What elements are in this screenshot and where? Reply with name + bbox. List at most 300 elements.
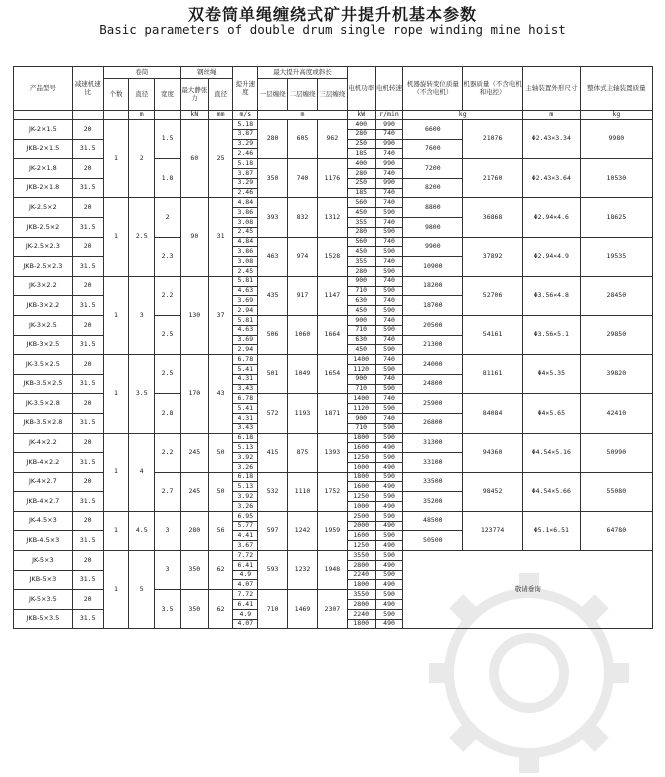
header-motor-power: 电机功率 — [347, 67, 375, 111]
model-jk — [14, 355, 73, 375]
machine-mass-value: 98452 — [463, 472, 523, 511]
model-jk — [14, 590, 73, 610]
ratio-value: 31.5 — [72, 139, 103, 159]
drum-width-value: 2.3 — [155, 237, 181, 276]
rot-mass-value: 24000 — [403, 355, 463, 375]
speed-value: 7.72 — [233, 590, 258, 600]
model-name: JKB-4×2.7 — [26, 496, 60, 505]
speed-value: 4.41 — [233, 531, 258, 541]
unit-lift-height: m — [258, 111, 348, 120]
model-jkb — [14, 492, 73, 512]
ratio-value: 20 — [72, 472, 103, 492]
machine-mass-value: 36868 — [463, 198, 523, 237]
model-jk — [14, 511, 73, 531]
model-name: JK-3.5×2.5 — [25, 359, 60, 368]
lift-layer3-value: 1959 — [317, 511, 347, 550]
model-jk — [14, 120, 73, 140]
drum-width-value: 1.8 — [155, 159, 181, 198]
ratio-value: 31.5 — [72, 609, 103, 629]
unit-motor-power: kW — [347, 111, 375, 120]
motor-power-value: 1250 — [347, 492, 375, 502]
lift-layer2-value: 1110 — [288, 472, 318, 511]
machine-mass-value: 21760 — [463, 159, 523, 198]
speed-value: 2.94 — [233, 345, 258, 355]
model-jkb — [14, 257, 73, 277]
rot-mass-value: 8200 — [403, 178, 463, 198]
motor-speed-value: 590 — [375, 247, 403, 257]
rot-mass-value: 18700 — [403, 296, 463, 316]
speed-value: 4.31 — [233, 374, 258, 384]
motor-power-value: 185 — [347, 149, 375, 159]
lift-layer2-value: 917 — [288, 276, 318, 315]
rot-mass-value: 6600 — [403, 120, 463, 140]
rope-diameter-value: 37 — [208, 276, 233, 354]
drum-width-value: 2.8 — [155, 394, 181, 433]
header-layer1: 一层缠绕 — [258, 79, 288, 111]
unit-mass-value: 55080 — [580, 472, 652, 511]
motor-speed-value: 740 — [375, 237, 403, 247]
unit-mass-value: 64780 — [580, 511, 652, 550]
motor-power-value: 280 — [347, 129, 375, 139]
motor-power-value: 630 — [347, 335, 375, 345]
header-lift-height: 最大提升高度或斜长 — [258, 67, 348, 79]
ratio-value: 20 — [72, 315, 103, 335]
speed-value: 3.86 — [233, 208, 258, 218]
unit-mass-value: 29850 — [580, 315, 652, 354]
model-jk — [14, 551, 73, 571]
speed-value: 3.87 — [233, 129, 258, 139]
rope-static-value: 245 — [180, 433, 208, 472]
motor-power-value: 1600 — [347, 482, 375, 492]
model-name: JKB-2×1.8 — [26, 183, 60, 192]
rot-mass-value: 9900 — [403, 237, 463, 257]
motor-speed-value: 590 — [375, 570, 403, 580]
motor-power-value: 710 — [347, 384, 375, 394]
motor-speed-value: 740 — [375, 394, 403, 404]
unit-mass: kg — [403, 111, 523, 120]
lift-layer2-value: 875 — [288, 433, 318, 472]
drum-width-value: 2.7 — [155, 472, 181, 511]
motor-power-value: 280 — [347, 266, 375, 276]
speed-value: 3.92 — [233, 453, 258, 463]
lift-layer2-value: 1232 — [288, 551, 318, 590]
speed-value: 6.41 — [233, 560, 258, 570]
lift-layer3-value: 1312 — [317, 198, 347, 237]
speed-value: 6.95 — [233, 511, 258, 521]
model-name: JK-4×2.7 — [28, 477, 57, 486]
motor-power-value: 1000 — [347, 502, 375, 512]
motor-power-value: 250 — [347, 178, 375, 188]
unit-shaft-dims: m — [522, 111, 580, 120]
motor-power-value: 1800 — [347, 433, 375, 443]
speed-value: 4.84 — [233, 198, 258, 208]
table-row — [14, 511, 653, 521]
drum-width-value: 3 — [155, 551, 181, 590]
model-name: JKB-2.5×2 — [26, 222, 60, 231]
rot-mass-value: 8800 — [403, 198, 463, 218]
speed-value: 3.08 — [233, 257, 258, 267]
drum-diameter-value: 3.5 — [129, 355, 155, 433]
model-name: JKB-3×2.2 — [26, 300, 60, 309]
speed-value: 3.69 — [233, 335, 258, 345]
rot-mass-value: 33500 — [403, 472, 463, 492]
motor-power-value: 2500 — [347, 511, 375, 521]
lift-layer1-value: 393 — [258, 198, 288, 237]
drum-count-value: 1 — [103, 355, 129, 433]
speed-value: 6.41 — [233, 600, 258, 610]
lift-layer2-value: 1060 — [288, 315, 318, 354]
drum-width-value: 3 — [155, 511, 181, 550]
motor-speed-value: 990 — [375, 139, 403, 149]
model-jkb — [14, 335, 73, 355]
motor-power-value: 710 — [347, 423, 375, 433]
unit-unit-mass: kg — [580, 111, 652, 120]
unit-cell — [72, 111, 103, 120]
drum-width-value: 2.5 — [155, 355, 181, 394]
motor-power-value: 1600 — [347, 531, 375, 541]
motor-power-value: 450 — [347, 208, 375, 218]
rot-mass-value: 31300 — [403, 433, 463, 453]
rope-diameter-value: 62 — [208, 551, 233, 590]
rope-diameter-value: 62 — [208, 590, 233, 629]
rope-diameter-value: 31 — [208, 198, 233, 276]
ratio-value: 31.5 — [72, 453, 103, 473]
table-row — [14, 433, 653, 443]
unit-rope-diameter: mm — [208, 111, 233, 120]
unit-mass-value: 9980 — [580, 120, 652, 159]
rope-diameter-value: 25 — [208, 120, 233, 198]
motor-speed-value: 590 — [375, 472, 403, 482]
motor-speed-value: 990 — [375, 159, 403, 169]
motor-power-value: 1800 — [347, 580, 375, 590]
speed-value: 3.92 — [233, 492, 258, 502]
motor-speed-value: 490 — [375, 541, 403, 551]
motor-power-value: 560 — [347, 237, 375, 247]
motor-power-value: 1400 — [347, 355, 375, 365]
motor-power-value: 450 — [347, 306, 375, 316]
unit-mass-value: 50990 — [580, 433, 652, 472]
drum-count-value: 1 — [103, 511, 129, 550]
motor-speed-value: 490 — [375, 482, 403, 492]
model-name: JK-2×1.8 — [28, 163, 57, 172]
shaft-dims-value: Φ2.94×4.9 — [522, 237, 580, 276]
motor-power-value: 2240 — [347, 570, 375, 580]
lift-layer1-value: 280 — [258, 120, 288, 159]
lift-layer1-value: 415 — [258, 433, 288, 472]
lift-layer3-value: 1871 — [317, 394, 347, 433]
motor-speed-value: 990 — [375, 120, 403, 130]
rot-mass-value: 25900 — [403, 394, 463, 414]
motor-speed-value: 590 — [375, 590, 403, 600]
lift-layer1-value: 572 — [258, 394, 288, 433]
header-rope: 钢丝绳 — [180, 67, 233, 79]
rot-mass-value: 48500 — [403, 511, 463, 531]
table-row — [14, 551, 653, 561]
speed-value: 5.13 — [233, 482, 258, 492]
lift-layer2-value: 1242 — [288, 511, 318, 550]
speed-value: 3.26 — [233, 462, 258, 472]
motor-speed-value: 740 — [375, 335, 403, 345]
rot-mass-value: 10900 — [403, 257, 463, 277]
page-subtitle: Basic parameters of double drum single rope winding mine hoist — [99, 22, 566, 37]
motor-power-value: 1250 — [347, 541, 375, 551]
model-name: JK-3.5×2.8 — [25, 398, 60, 407]
lift-layer2-value: 1469 — [288, 590, 318, 629]
rot-mass-value: 7200 — [403, 159, 463, 179]
ratio-value: 20 — [72, 355, 103, 375]
rot-mass-value: 9800 — [403, 217, 463, 237]
lift-layer3-value: 1664 — [317, 315, 347, 354]
ratio-value: 31.5 — [72, 492, 103, 512]
shaft-dims-value: Φ2.43×3.64 — [522, 159, 580, 198]
motor-power-value: 1120 — [347, 364, 375, 374]
lift-layer3-value: 1393 — [317, 433, 347, 472]
motor-power-value: 355 — [347, 217, 375, 227]
motor-speed-value: 590 — [375, 345, 403, 355]
speed-value: 5.81 — [233, 276, 258, 286]
table-row — [14, 120, 653, 130]
motor-speed-value: 590 — [375, 453, 403, 463]
unit-mass-value: 10530 — [580, 159, 652, 198]
ratio-value: 31.5 — [72, 257, 103, 277]
model-jk — [14, 159, 73, 179]
motor-speed-value: 740 — [375, 188, 403, 198]
drum-width-value: 2 — [155, 198, 181, 237]
ratio-value: 31.5 — [72, 178, 103, 198]
speed-value: 5.41 — [233, 404, 258, 414]
inquiry-cell: 敬请垂询 — [403, 551, 653, 629]
unit-mass-value: 18625 — [580, 198, 652, 237]
model-jkb — [14, 413, 73, 433]
drum-count-value: 1 — [103, 276, 129, 354]
lift-layer3-value: 1654 — [317, 355, 347, 394]
motor-power-value: 250 — [347, 139, 375, 149]
header-motor-speed: 电机转速 — [375, 67, 403, 111]
model-name: JK-3×2.2 — [28, 281, 57, 290]
rot-mass-value: 21300 — [403, 335, 463, 355]
model-name: JKB-3.5×2.8 — [23, 418, 63, 427]
header-layer3: 三层缠绕 — [317, 79, 347, 111]
lift-layer1-value: 463 — [258, 237, 288, 276]
page-title: 双卷筒单绳缠绕式矿井提升机基本参数 — [187, 5, 477, 24]
header-speed: 提升速度 — [233, 67, 258, 111]
speed-value: 3.67 — [233, 541, 258, 551]
header-machine-mass: 机器质量（不含电机和电控） — [463, 67, 523, 111]
motor-power-value: 355 — [347, 257, 375, 267]
ratio-value: 31.5 — [72, 296, 103, 316]
header-ratio: 减速机速比 — [72, 67, 103, 111]
motor-power-value: 900 — [347, 413, 375, 423]
model-name: JK-5×3 — [32, 555, 54, 564]
model-jkb — [14, 139, 73, 159]
unit-mass-value: 39820 — [580, 355, 652, 394]
model-jk — [14, 276, 73, 296]
drum-diameter-value: 5 — [129, 551, 155, 629]
motor-speed-value: 590 — [375, 227, 403, 237]
motor-speed-value: 590 — [375, 423, 403, 433]
motor-power-value: 3550 — [347, 551, 375, 561]
rot-mass-value: 18200 — [403, 276, 463, 296]
model-name: JK-4.5×3 — [28, 516, 57, 525]
lift-layer2-value: 740 — [288, 159, 318, 198]
motor-power-value: 1400 — [347, 394, 375, 404]
motor-speed-value: 590 — [375, 492, 403, 502]
lift-layer3-value: 2307 — [317, 590, 347, 629]
speed-value: 3.87 — [233, 168, 258, 178]
drum-width-value: 2.2 — [155, 276, 181, 315]
machine-mass-value: 81161 — [463, 355, 523, 394]
lift-layer3-value: 1948 — [317, 551, 347, 590]
header-drum-width: 宽度 — [155, 79, 181, 111]
ratio-value: 20 — [72, 120, 103, 140]
ratio-value: 31.5 — [72, 413, 103, 433]
motor-speed-value: 490 — [375, 580, 403, 590]
motor-power-value: 1800 — [347, 472, 375, 482]
rot-mass-value: 26800 — [403, 413, 463, 433]
motor-speed-value: 490 — [375, 560, 403, 570]
motor-speed-value: 590 — [375, 364, 403, 374]
rope-static-value: 245 — [180, 472, 208, 511]
header-layer2: 二层缠绕 — [288, 79, 318, 111]
parameter-table — [13, 66, 653, 629]
model-jkb — [14, 453, 73, 473]
lift-layer1-value: 710 — [258, 590, 288, 629]
header-rope-max-static: 最大静张力 — [180, 79, 208, 111]
rope-static-value: 60 — [180, 120, 208, 198]
motor-speed-value: 490 — [375, 521, 403, 531]
model-name: JK-3×2.5 — [28, 320, 57, 329]
drum-width-value: 2.2 — [155, 433, 181, 472]
motor-speed-value: 740 — [375, 168, 403, 178]
motor-speed-value: 590 — [375, 208, 403, 218]
model-name: JKB-4×2.2 — [26, 457, 60, 466]
shaft-dims-value: Φ4×5.35 — [522, 355, 580, 394]
ratio-value: 20 — [72, 394, 103, 414]
shaft-dims-value: Φ3.56×5.1 — [522, 315, 580, 354]
drum-diameter-value: 2 — [129, 120, 155, 198]
lift-layer2-value: 1193 — [288, 394, 318, 433]
lift-layer3-value: 1752 — [317, 472, 347, 511]
ratio-value: 20 — [72, 590, 103, 610]
speed-value: 2.45 — [233, 227, 258, 237]
header-rot-mass: 机器旋转变位质量（不含电机） — [403, 67, 463, 111]
lift-layer1-value: 593 — [258, 551, 288, 590]
machine-mass-value: 94360 — [463, 433, 523, 472]
speed-value: 3.29 — [233, 139, 258, 149]
drum-diameter-value: 4.5 — [129, 511, 155, 550]
motor-power-value: 450 — [347, 247, 375, 257]
speed-value: 6.78 — [233, 394, 258, 404]
model-jkb — [14, 609, 73, 629]
drum-diameter-value: 2.5 — [129, 198, 155, 276]
speed-value: 3.29 — [233, 178, 258, 188]
motor-power-value: 2000 — [347, 521, 375, 531]
model-jk — [14, 433, 73, 453]
speed-value: 5.18 — [233, 120, 258, 130]
shaft-dims-value: Φ4.54×5.66 — [522, 472, 580, 511]
header-model: 产品型号 — [14, 67, 73, 111]
motor-speed-value: 590 — [375, 325, 403, 335]
unit-rope-static: kN — [180, 111, 208, 120]
rope-static-value: 350 — [180, 551, 208, 590]
model-name: JK-4×2.2 — [28, 438, 57, 447]
motor-speed-value: 590 — [375, 511, 403, 521]
model-jkb — [14, 178, 73, 198]
speed-value: 6.18 — [233, 472, 258, 482]
rot-mass-value: 20500 — [403, 315, 463, 335]
unit-mass-value: 19535 — [580, 237, 652, 276]
motor-speed-value: 590 — [375, 551, 403, 561]
lift-layer1-value: 501 — [258, 355, 288, 394]
motor-power-value: 1120 — [347, 404, 375, 414]
motor-speed-value: 490 — [375, 443, 403, 453]
lift-layer3-value: 1176 — [317, 159, 347, 198]
lift-layer1-value: 532 — [258, 472, 288, 511]
model-jkb — [14, 217, 73, 237]
motor-speed-value: 990 — [375, 178, 403, 188]
parameter-table-body — [14, 120, 653, 629]
speed-value: 3.43 — [233, 384, 258, 394]
rope-static-value: 170 — [180, 355, 208, 433]
rot-mass-value: 33100 — [403, 453, 463, 473]
model-jk — [14, 237, 73, 257]
shaft-dims-value: Φ2.43×3.34 — [522, 120, 580, 159]
drum-width-value: 3.5 — [155, 590, 181, 629]
motor-speed-value: 490 — [375, 600, 403, 610]
model-jkb — [14, 531, 73, 551]
unit-mass-value: 28450 — [580, 276, 652, 315]
ratio-value: 20 — [72, 159, 103, 179]
ratio-value: 20 — [72, 276, 103, 296]
motor-speed-value: 740 — [375, 257, 403, 267]
drum-count-value: 1 — [103, 198, 129, 276]
motor-power-value: 1000 — [347, 462, 375, 472]
ratio-value: 31.5 — [72, 531, 103, 551]
motor-power-value: 400 — [347, 120, 375, 130]
speed-value: 6.78 — [233, 355, 258, 365]
motor-power-value: 1600 — [347, 443, 375, 453]
motor-speed-value: 740 — [375, 374, 403, 384]
machine-mass-value: 84084 — [463, 394, 523, 433]
motor-speed-value: 740 — [375, 149, 403, 159]
rot-mass-value: 35200 — [403, 492, 463, 512]
ratio-value: 20 — [72, 551, 103, 571]
ratio-value: 20 — [72, 433, 103, 453]
motor-power-value: 1250 — [347, 453, 375, 463]
motor-power-value: 1800 — [347, 619, 375, 629]
ratio-value: 31.5 — [72, 217, 103, 237]
model-name: JKB-2.5×2.3 — [23, 261, 63, 270]
motor-speed-value: 740 — [375, 315, 403, 325]
unit-motor-speed: r/min — [375, 111, 403, 120]
rope-static-value: 350 — [180, 590, 208, 629]
model-name: JKB-2×1.5 — [26, 144, 60, 153]
unit-mass-value: 42410 — [580, 394, 652, 433]
shaft-dims-value: Φ2.94×4.6 — [522, 198, 580, 237]
speed-value: 5.81 — [233, 315, 258, 325]
machine-mass-value: 52706 — [463, 276, 523, 315]
motor-power-value: 900 — [347, 276, 375, 286]
header-drum-diameter: 直径 — [129, 79, 155, 111]
shaft-dims-value: Φ4.54×5.16 — [522, 433, 580, 472]
speed-value: 7.72 — [233, 551, 258, 561]
lift-layer2-value: 832 — [288, 198, 318, 237]
speed-value: 5.77 — [233, 521, 258, 531]
ratio-value: 31.5 — [72, 335, 103, 355]
motor-power-value: 280 — [347, 227, 375, 237]
lift-layer3-value: 1528 — [317, 237, 347, 276]
drum-count-value: 1 — [103, 551, 129, 629]
